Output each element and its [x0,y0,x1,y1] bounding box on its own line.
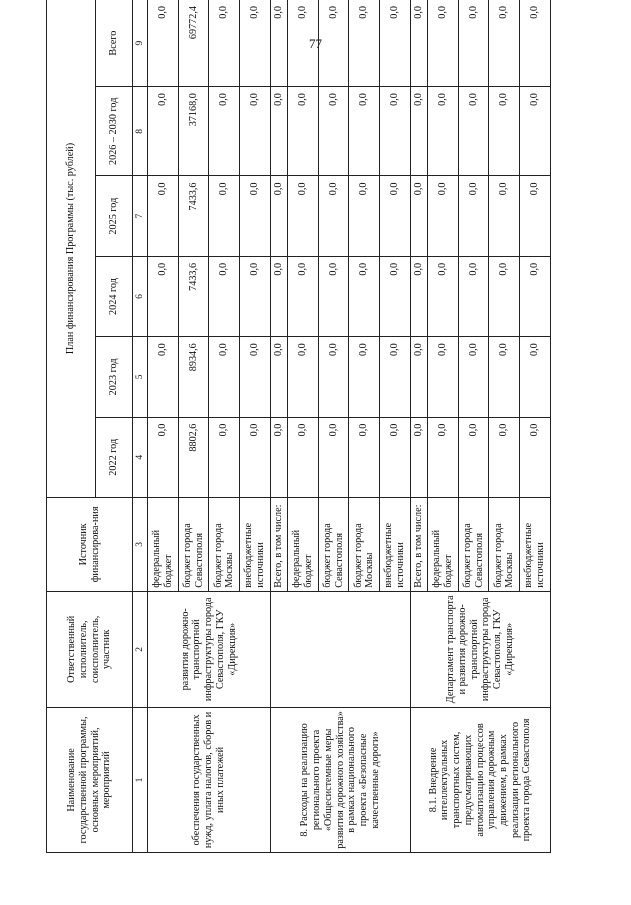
value-cell: 0,0 [349,87,380,176]
executor-name [270,591,410,707]
header-year-2025: 2025 год [96,176,133,256]
source-cell: бюджет города Севастополя [178,497,209,591]
measure-name: обеспечения государственных нужд, уплата налогов, сборов и иных платежей [148,707,271,852]
value-cell: 0,0 [270,256,287,336]
value-cell: 0,0 [209,0,240,87]
value-cell: 0,0 [287,337,318,417]
value-cell: 0,0 [489,256,520,336]
source-cell: федеральный бюджет [287,497,318,591]
value-cell: 0,0 [318,176,349,256]
value-cell: 0,0 [318,87,349,176]
value-cell: 0,0 [427,176,458,256]
value-cell: 0,0 [489,0,520,87]
value-cell: 0,0 [240,0,271,87]
value-cell: 0,0 [270,337,287,417]
value-cell: 0,0 [287,0,318,87]
value-cell: 0,0 [240,87,271,176]
value-cell: 0,0 [148,176,179,256]
table-row [270,0,287,853]
source-cell: Всего, в том числе: [410,497,427,591]
header-source: Источник финансирова-ния [47,497,133,591]
financing-table [46,0,551,853]
value-cell: 0,0 [148,256,179,336]
value-cell: 0,0 [380,256,411,336]
value-cell: 0,0 [489,337,520,417]
value-cell: 0,0 [349,337,380,417]
value-cell: 8934,6 [178,337,209,417]
value-cell: 7433,6 [178,256,209,336]
rotated-table-frame [46,0,551,853]
source-cell: федеральный бюджет [148,497,179,591]
value-cell: 0,0 [458,256,489,336]
value-cell: 0,0 [148,337,179,417]
value-cell: 0,0 [270,0,287,87]
executor-name: развития дорожно-транспортной инфраструктуры города Севастополя, ГКУ «Дирекция» [148,591,271,707]
source-cell: бюджет города Севастополя [458,497,489,591]
value-cell: 0,0 [318,256,349,336]
value-cell: 0,0 [287,256,318,336]
value-cell: 69772,4 [178,0,209,87]
value-cell: 0,0 [287,176,318,256]
source-cell: бюджет города Москвы [489,497,520,591]
column-index: 7 [133,176,148,256]
value-cell: 0,0 [318,0,349,87]
header-executor: Ответственный исполнитель, соисполнитель, участник [47,591,133,707]
value-cell: 0,0 [489,176,520,256]
header-year-2023: 2023 год [96,337,133,417]
value-cell: 0,0 [410,176,427,256]
value-cell: 0,0 [489,87,520,176]
value-cell: 0,0 [240,176,271,256]
source-cell: внебюджетные источники [240,497,271,591]
value-cell: 0,0 [520,256,551,336]
value-cell: 0,0 [270,176,287,256]
value-cell: 0,0 [380,87,411,176]
value-cell: 0,0 [318,337,349,417]
value-cell: 0,0 [318,417,349,497]
value-cell: 0,0 [427,87,458,176]
measure-name: 8.1. Внедрение интеллектуальных транспортных систем, предусматривающих автоматизацию процессов управления дорожным движением, в рамках реализации регионального проекта города Севастополя [410,707,550,852]
value-cell: 0,0 [270,417,287,497]
value-cell: 7433,6 [178,176,209,256]
value-cell: 0,0 [349,256,380,336]
value-cell: 0,0 [148,0,179,87]
value-cell: 0,0 [458,87,489,176]
value-cell: 0,0 [287,87,318,176]
column-index: 8 [133,87,148,176]
header-year-2026-2030: 2026 – 2030 год [96,87,133,176]
header-year-2024: 2024 год [96,256,133,336]
value-cell: 0,0 [410,87,427,176]
source-cell: внебюджетные источники [380,497,411,591]
column-index: 6 [133,256,148,336]
table-row [148,0,179,853]
value-cell: 0,0 [209,87,240,176]
header-year-2022: 2022 год [96,417,133,497]
value-cell: 0,0 [520,417,551,497]
header-plan: План финансирования Программы (тыс. рублей) [47,0,96,497]
value-cell: 0,0 [458,417,489,497]
column-index: 9 [133,0,148,87]
value-cell: 0,0 [349,417,380,497]
value-cell: 0,0 [520,87,551,176]
column-index: 3 [133,497,148,591]
value-cell: 8802,6 [178,417,209,497]
value-cell: 0,0 [520,176,551,256]
value-cell: 0,0 [349,176,380,256]
value-cell: 0,0 [380,176,411,256]
value-cell: 0,0 [427,337,458,417]
value-cell: 0,0 [520,0,551,87]
column-index: 4 [133,417,148,497]
value-cell: 0,0 [240,417,271,497]
value-cell: 0,0 [410,417,427,497]
executor-name: Департамент транспорта и развития дорожно-транспортной инфраструктуры города Севастополя, ГКУ «Дирекция» [410,591,550,707]
value-cell: 0,0 [427,256,458,336]
value-cell: 0,0 [427,0,458,87]
source-cell: бюджет города Севастополя [318,497,349,591]
value-cell: 0,0 [427,417,458,497]
table-row [410,0,427,853]
value-cell: 0,0 [410,256,427,336]
value-cell: 0,0 [270,87,287,176]
value-cell: 0,0 [520,337,551,417]
value-cell: 0,0 [148,87,179,176]
value-cell: 37168,0 [178,87,209,176]
value-cell: 0,0 [410,337,427,417]
value-cell: 0,0 [209,256,240,336]
column-index: 2 [133,591,148,707]
value-cell: 0,0 [489,417,520,497]
value-cell: 0,0 [458,337,489,417]
value-cell: 0,0 [380,417,411,497]
value-cell: 0,0 [209,417,240,497]
value-cell: 0,0 [148,417,179,497]
page-number: 77 [309,36,322,51]
value-cell: 0,0 [240,256,271,336]
column-index-row [133,0,148,853]
header-name: Наименование государственной программы, основных мероприятий, мероприятий [47,707,133,852]
column-index: 5 [133,337,148,417]
source-cell: внебюджетные источники [520,497,551,591]
source-cell: бюджет города Москвы [349,497,380,591]
measure-name: 8. Расходы на реализацию регионального проекта «Общесистемные меры развития дорожного хозяйства» в рамках национального проекта «Безопасные качественные дороги» [270,707,410,852]
value-cell: 0,0 [458,176,489,256]
source-cell: бюджет города Москвы [209,497,240,591]
header-total: Всего [96,0,133,87]
value-cell: 0,0 [209,337,240,417]
value-cell: 0,0 [349,0,380,87]
value-cell: 0,0 [380,337,411,417]
column-index: 1 [133,707,148,852]
header-row [47,0,96,853]
source-cell: Всего, в том числе: [270,497,287,591]
value-cell: 0,0 [410,0,427,87]
value-cell: 0,0 [287,417,318,497]
source-cell: федеральный бюджет [427,497,458,591]
value-cell: 0,0 [209,176,240,256]
value-cell: 0,0 [458,0,489,87]
value-cell: 0,0 [240,337,271,417]
value-cell: 0,0 [380,0,411,87]
